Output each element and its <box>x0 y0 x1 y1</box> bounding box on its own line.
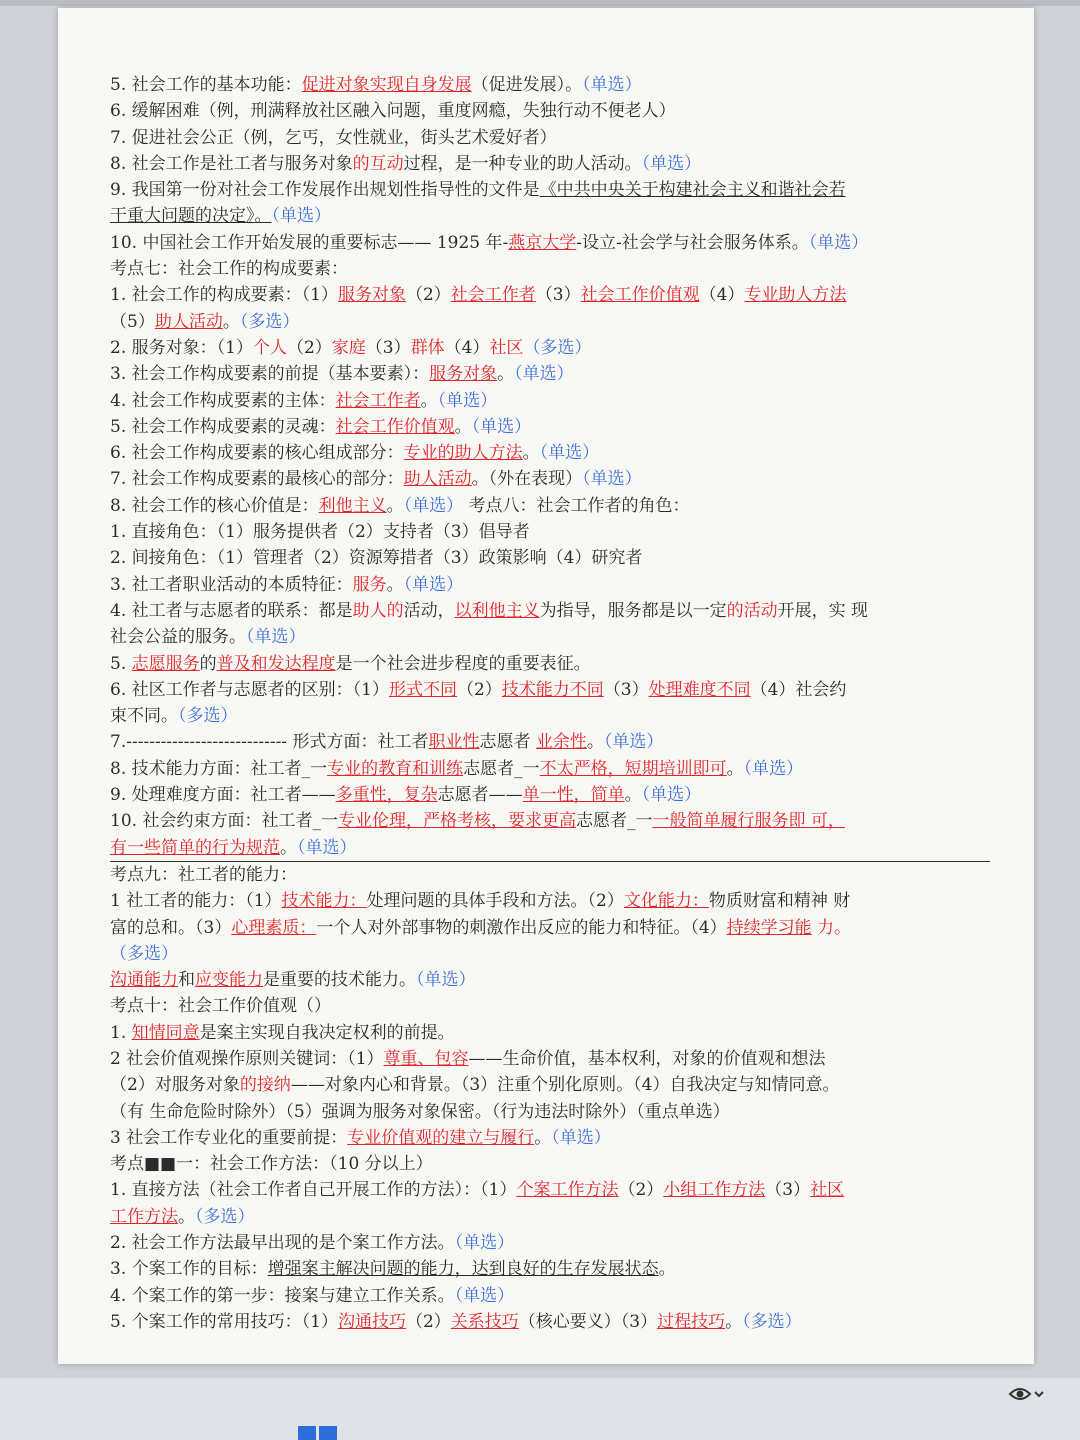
text-segment: 富的总和。（3） <box>110 917 232 938</box>
text-segment: 6. 社区工作者与志愿者的区别：（1） <box>110 679 389 700</box>
text-segment: （3） <box>603 679 649 700</box>
document-line <box>110 256 990 282</box>
text-segment: 小组工作方法 <box>663 1180 766 1201</box>
text-segment: 1. 直接方法（社会工作者自己开展工作的方法）：（1） <box>110 1180 517 1201</box>
document-line <box>110 125 990 151</box>
text-segment: 9. 处理难度方面：社工者—— <box>110 785 336 806</box>
text-segment: 的活动 <box>726 600 778 621</box>
text-segment: 技术能力不同 <box>501 679 604 700</box>
text-segment: 。 <box>386 495 404 516</box>
text-segment: 。 <box>624 785 642 806</box>
text-segment: 群体 <box>410 337 445 358</box>
document-line <box>110 808 990 834</box>
text-segment: 3. 社会工作构成要素的前提（基本要素）： <box>110 364 430 385</box>
text-segment: （单选） <box>641 785 702 806</box>
text-segment: 的 <box>199 653 217 674</box>
text-segment: ——对象内心和背景。（3）注重个别化原则。（4）自我决定与知情同意。 <box>290 1075 840 1096</box>
text-segment: 利他主义 <box>318 495 387 516</box>
text-segment: 1. 直接角色：（1）服务提供者（2）支持者（3）倡导者 <box>110 522 530 543</box>
text-segment: 10. 中国社会工作开始发展的重要标志—— 1925 年- <box>110 232 509 253</box>
text-segment: （核心要义）（3） <box>518 1311 658 1332</box>
text-segment: 5. 社会工作的基本功能： <box>110 75 302 95</box>
text-segment: 不太严格，短期培训即可 <box>539 758 727 779</box>
text-segment: 志愿者_一 <box>463 758 540 779</box>
text-segment: （2）对服务对象 <box>110 1075 240 1096</box>
text-segment: 2. 服务对象：（1） <box>110 337 253 358</box>
document-line <box>110 1309 990 1335</box>
document-line <box>110 1125 990 1151</box>
document-line <box>110 967 990 993</box>
text-segment: 志愿者—— <box>437 785 523 806</box>
text-segment: 过程，是一种专业的助人活动。 <box>403 153 642 174</box>
text-segment: 。 <box>454 416 472 437</box>
document-line <box>110 151 990 177</box>
text-segment: 考点七：社会工作的构成要素： <box>110 259 348 280</box>
text-segment: （有 生命危险时除外）（5）强调为服务对象保密。（行为违法时除外）（重点单选） <box>110 1101 730 1122</box>
text-segment: 1. <box>110 1022 132 1043</box>
text-segment: 工作方法 <box>110 1206 178 1227</box>
text-segment: 社区 <box>489 337 524 358</box>
text-segment: （多选） <box>523 337 592 358</box>
text-segment: （2） <box>456 679 502 700</box>
text-segment: 文化能力： <box>623 891 709 912</box>
document-line <box>110 756 990 782</box>
text-segment: 志愿服务 <box>131 653 200 674</box>
text-segment: （单选） <box>539 443 600 464</box>
text-segment: （单选） <box>271 206 331 227</box>
document-line <box>110 519 990 545</box>
document-line <box>110 414 990 440</box>
text-segment: 干重大问题的决定》。 <box>110 206 272 227</box>
text-segment: 1. 社会工作的构成要素：（1） <box>110 285 338 306</box>
document-line <box>110 782 990 808</box>
document-line <box>110 466 990 492</box>
text-segment: （单选） <box>403 495 464 516</box>
text-segment: 处理难度不同 <box>648 679 751 700</box>
text-segment: 知情同意 <box>131 1022 200 1043</box>
text-segment: 处理问题的具体手段和方法。（2） <box>366 891 624 912</box>
text-segment: 是案主实现自我决定权利的前提。 <box>199 1022 455 1043</box>
text-segment: 家庭 <box>331 337 366 358</box>
text-segment: （促进发展）。 <box>471 75 583 95</box>
document-line <box>110 1046 990 1072</box>
text-segment: 专业价值观的建立与履行 <box>347 1127 535 1148</box>
text-segment: 4. 社工者与志愿者的联系：都是 <box>110 600 353 621</box>
document-line <box>110 309 990 335</box>
text-segment: （单选） <box>246 627 306 648</box>
text-segment: 活动， <box>403 600 455 621</box>
text-segment: 沟通技巧 <box>337 1311 406 1332</box>
document-line <box>110 835 990 861</box>
text-segment: （单选） <box>454 1285 515 1306</box>
text-segment: 一般简单履行服务即 可， <box>652 811 845 832</box>
text-segment: （单选） <box>743 758 804 779</box>
text-segment: 志愿者_一 <box>575 811 653 832</box>
text-segment: 。 <box>178 1206 195 1227</box>
text-segment: 社会工作价值观 <box>580 285 700 306</box>
taskbar <box>0 1378 1080 1440</box>
document-line <box>110 361 990 387</box>
text-segment: （多选） <box>110 943 178 964</box>
text-segment: 职业性 <box>428 732 480 753</box>
text-segment: 为指导，服务都是以一定 <box>539 600 727 621</box>
text-segment: 是重要的技术能力。 <box>263 970 416 991</box>
text-segment: （单选） <box>297 837 357 858</box>
text-segment: 考点十：社会工作价值观（） <box>110 996 331 1017</box>
text-segment: （2） <box>618 1180 664 1201</box>
document-line <box>110 1256 990 1282</box>
document-line <box>110 1072 990 1098</box>
text-segment: 的接纳 <box>239 1075 291 1096</box>
text-segment: 考点八：社会工作者的角色： <box>463 495 690 516</box>
document-line <box>110 598 990 624</box>
text-segment: 尊重、包容 <box>383 1048 469 1069</box>
text-segment: （单选） <box>551 1127 611 1148</box>
text-segment: （单选） <box>514 364 574 385</box>
text-segment: （单选） <box>437 390 498 411</box>
text-segment: 5. <box>110 653 132 674</box>
text-segment: （3） <box>365 337 411 358</box>
text-segment: （5） <box>110 311 155 332</box>
text-segment: 开展，实 现 <box>777 600 869 621</box>
document-line <box>110 888 990 914</box>
text-segment: 2 社会价值观操作原则关键词：（1） <box>110 1048 384 1069</box>
text-segment: 形式不同 <box>388 679 457 700</box>
text-segment: 的互动 <box>352 153 404 174</box>
text-segment: 6. 缓解困难（例，刑满释放社区融入问题，重度网瘾，失独行动不便老人） <box>110 101 676 122</box>
text-segment: （单选） <box>454 1233 515 1254</box>
text-segment: 3 社会工作专业化的重要前提： <box>110 1127 348 1148</box>
eye-icon[interactable] <box>1008 1382 1044 1406</box>
text-segment: 持续学习能 <box>726 917 812 938</box>
text-segment: （4） <box>444 337 490 358</box>
text-segment: 专业的助人方法 <box>403 443 523 464</box>
text-segment: 3. 个案工作的目标： <box>110 1259 268 1280</box>
text-segment: 社会工作者 <box>335 390 421 411</box>
document-line <box>110 572 990 598</box>
text-segment: （单选） <box>582 75 642 95</box>
text-segment: 8. 社会工作的核心价值是： <box>110 495 319 516</box>
text-segment: 7. 社会工作构成要素的最核心的部分： <box>110 469 404 490</box>
text-segment: 束不同。 <box>110 706 178 727</box>
text-segment: 促进对象实现自身发展 <box>301 75 472 95</box>
text-segment: 个人 <box>252 337 287 358</box>
text-segment: 助人活动 <box>403 469 472 490</box>
text-segment: 助人活动 <box>154 311 223 332</box>
text-segment: 4. 个案工作的第一步：接案与建立工作关系。 <box>110 1285 455 1306</box>
text-segment: 应变能力 <box>195 970 263 991</box>
document-line <box>110 677 990 703</box>
text-segment: 和 <box>178 970 195 991</box>
text-segment: 有一些简单的行为规范 <box>110 837 280 858</box>
document-line <box>110 1177 990 1203</box>
text-segment: （2） <box>286 337 332 358</box>
text-segment: 专业助人方法 <box>744 285 847 306</box>
text-segment: -设立-社会学与社会服务体系。 <box>576 232 809 253</box>
text-segment: （多选） <box>239 311 300 332</box>
text-segment: 8. 技术能力方面：社工者_一 <box>110 758 328 779</box>
text-segment: 力。 <box>811 917 852 938</box>
text-segment: 关系技巧 <box>450 1311 519 1332</box>
text-segment: 志愿者 <box>479 732 536 753</box>
text-segment: 。 <box>386 574 404 595</box>
text-segment: 多重性，复杂 <box>335 785 438 806</box>
document-line <box>110 203 990 229</box>
document-line <box>110 703 990 729</box>
document-page <box>58 8 1034 1364</box>
text-segment: 。 <box>726 758 744 779</box>
text-segment: （2） <box>405 285 451 306</box>
text-segment: 技术能力： <box>281 891 367 912</box>
text-segment: （4） <box>699 285 745 306</box>
text-segment: 2. 社会工作方法最早出现的是个案工作方法。 <box>110 1233 455 1254</box>
text-segment: （单选） <box>403 574 464 595</box>
document-line <box>110 493 990 519</box>
text-segment: 7. 促进社会公正（例，乞丐，女性就业，街头艺术爱好者） <box>110 127 557 148</box>
text-segment: 一个人对外部事物的刺激作出反应的能力和特征。（4） <box>316 917 727 938</box>
text-segment: 服务对象 <box>429 364 498 385</box>
document-line <box>110 1230 990 1256</box>
text-segment: 物质财富和精神 财 <box>708 891 851 912</box>
document-line <box>110 993 990 1019</box>
document-line <box>110 230 990 256</box>
text-segment: 专业伦理，严格考核，要求更高 <box>337 811 576 832</box>
text-segment: 《中共中央关于构建社会主义和谐社会若 <box>539 180 846 201</box>
text-segment: 心理素质： <box>231 917 317 938</box>
document-line <box>110 545 990 571</box>
document-line <box>110 861 990 888</box>
text-segment: （单选） <box>641 153 702 174</box>
text-segment: 1 社工者的能力：（1） <box>110 891 282 912</box>
text-segment: 。 <box>522 443 540 464</box>
document-line <box>110 98 990 124</box>
document-line <box>110 177 990 203</box>
text-segment: （3） <box>535 285 581 306</box>
screen-top-edge <box>0 0 1080 6</box>
text-segment: 过程技巧 <box>657 1311 726 1332</box>
text-segment: 3. 社工者职业活动的本质特征： <box>110 574 353 595</box>
text-segment: 社会工作者 <box>450 285 536 306</box>
text-segment: 社会公益的服务。 <box>110 627 246 648</box>
document-line <box>110 440 990 466</box>
text-segment: （多选） <box>742 1311 802 1332</box>
text-segment: 6. 社会工作构成要素的核心组成部分： <box>110 443 404 464</box>
text-segment: 专业的教育和训练 <box>327 758 464 779</box>
text-segment: 。 <box>420 390 438 411</box>
text-segment: 5. 个案工作的常用技巧：（1） <box>110 1311 338 1332</box>
text-segment: 。 <box>280 837 297 858</box>
document-line <box>110 282 990 308</box>
text-segment: （多选） <box>195 1206 255 1227</box>
text-segment: 助人的 <box>352 600 404 621</box>
document-line <box>110 1020 990 1046</box>
text-segment: 。 <box>497 364 515 385</box>
document-line <box>110 388 990 414</box>
text-segment: （单选） <box>471 416 532 437</box>
document-line <box>110 1204 990 1230</box>
text-segment: 考点■■一：社会工作方法：（10 分以上） <box>110 1154 433 1175</box>
document-line <box>110 941 990 967</box>
text-segment: 增强案主解决问题的能力，达到良好的生存发展状态 <box>267 1259 659 1280</box>
text-segment: 燕京大学 <box>508 232 577 253</box>
text-segment: 。 <box>534 1127 552 1148</box>
text-segment: 。 <box>725 1311 743 1332</box>
text-segment: 。 <box>658 1259 676 1280</box>
text-segment: （2） <box>405 1311 451 1332</box>
text-segment: （3） <box>765 1180 811 1201</box>
text-segment: 5. 社会工作构成要素的灵魂： <box>110 416 336 437</box>
document-line <box>110 729 990 755</box>
text-segment: 普及和发达程度 <box>216 653 336 674</box>
windows-start-icon[interactable] <box>296 1424 340 1440</box>
text-segment: 8. 社会工作是社工者与服务对象 <box>110 153 353 174</box>
document-line <box>110 1283 990 1309</box>
text-segment: 社会工作价值观 <box>335 416 455 437</box>
document-line <box>110 72 990 98</box>
text-segment: 社区 <box>810 1180 845 1201</box>
text-segment: 个案工作方法 <box>516 1180 619 1201</box>
text-segment: 。 <box>222 311 240 332</box>
document-line <box>110 624 990 650</box>
text-segment: （单选） <box>416 970 476 991</box>
text-segment: 是一个社会进步程度的重要表征。 <box>335 653 591 674</box>
document-line <box>110 651 990 677</box>
document-line <box>110 915 990 941</box>
text-segment: 服务对象 <box>337 285 406 306</box>
text-segment: 2. 间接角色：（1）管理者（2）资源筹措者（3）政策影响（4）研究者 <box>110 548 643 569</box>
text-segment: 7.---------------------------- 形式方面：社工者 <box>110 732 429 753</box>
text-segment: （4）社会约 <box>750 679 847 700</box>
text-segment: 4. 社会工作构成要素的主体： <box>110 390 336 411</box>
text-segment: 。 <box>586 732 604 753</box>
document-line <box>110 1151 990 1177</box>
text-segment: 9. 我国第一份对社会工作发展作出规划性指导性的文件是 <box>110 180 540 201</box>
text-segment: 沟通能力 <box>110 970 178 991</box>
text-segment: 单一性，简单 <box>522 785 625 806</box>
document-line <box>110 1099 990 1125</box>
text-segment: 10. 社会约束方面：社工者_一 <box>110 811 338 832</box>
text-segment: （单选） <box>582 469 642 490</box>
text-segment: 服务 <box>352 574 387 595</box>
text-segment: （多选） <box>178 706 238 727</box>
text-segment: 。（外在表现） <box>471 469 583 490</box>
document-content <box>110 72 990 1335</box>
text-segment: 业余性 <box>535 732 587 753</box>
text-segment: （单选） <box>603 732 664 753</box>
text-segment: （单选） <box>808 232 869 253</box>
document-line <box>110 335 990 361</box>
text-segment: 考点九：社工者的能力： <box>110 864 297 885</box>
text-segment: 以利他主义 <box>454 600 540 621</box>
text-segment: ——生命价值，基本权利，对象的价值观和想法 <box>468 1048 826 1069</box>
